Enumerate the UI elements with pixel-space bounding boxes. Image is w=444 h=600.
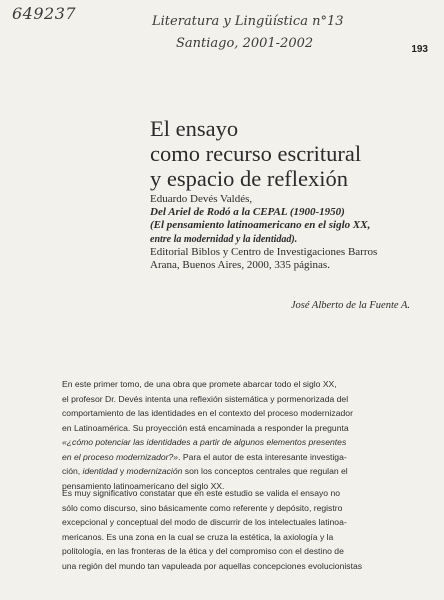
text-line — [62, 450, 414, 465]
title-line-3: y espacio de reflexión — [150, 166, 349, 191]
book-title: Del Ariel de Rodó a la CEPAL (1900-1950) — [150, 206, 345, 219]
text-span: . Para el autor de esta interesante investiga- — [178, 451, 347, 462]
title-line-1: El ensayo — [150, 116, 239, 141]
title-line-2: como recurso escritural — [150, 141, 362, 166]
italic-question-end: en el proceso modernizador?» — [62, 451, 179, 462]
text-span: son los conceptos centrales que regulan el — [182, 466, 348, 476]
book-reference — [150, 193, 430, 272]
text-line — [62, 464, 414, 479]
book-publisher-line-1: Editorial Biblos y Centro de Investigaciones Barros — [150, 245, 378, 258]
text-span: y — [117, 466, 127, 476]
handwritten-journal-note: Literatura y Lingüística n°13 — [152, 14, 344, 29]
book-author: Eduardo Devés Valdés, — [150, 193, 253, 205]
text-line: Es muy significativo constatar que en este estudio se valida el ensayo no — [62, 488, 341, 498]
emphasis-modernizacion: modernización — [126, 466, 183, 476]
book-publisher-line-2: Arana, Buenos Aires, 2000, 335 páginas. — [150, 259, 330, 272]
emphasis-identidad: identidad — [82, 466, 118, 476]
body-paragraph-1 — [62, 377, 414, 493]
handwritten-catalog-number: 649237 — [12, 4, 77, 23]
handwritten-place-date-note: Santiago, 2001-2002 — [176, 36, 314, 51]
book-subtitle-line-2: entre la modernidad y la identidad). — [150, 233, 298, 245]
text-line: comportamiento de las identidades en el contexto del proceso modernizador — [62, 408, 353, 418]
text-line: En este primer tomo, de una obra que promete abarcar todo el siglo XX, — [62, 379, 337, 389]
text-line: el profesor Dr. Devés intenta una reflexión sistemática y pormenorizada del — [62, 393, 349, 404]
text-line: excepcional y conceptual del modo de discurrir de los intelectuales latinoa- — [62, 517, 347, 527]
text-span: ción, — [62, 466, 83, 476]
body-paragraph-2 — [62, 486, 414, 573]
text-line: politología, en las fronteras de la ética y del compromiso con el destino de — [62, 546, 344, 556]
book-subtitle-line-1: (El pensamiento latinoamericano en el siglo XX, — [150, 219, 371, 232]
text-line: sólo como discurso, sino básicamente como referente y depósito, registro — [62, 502, 343, 513]
text-line: en Latinoamérica. Su proyección está encaminada a responder la pregunta — [62, 422, 349, 433]
text-line: pensamiento latinoamericano del siglo XX. — [62, 480, 225, 491]
text-line: mericanos. Es una zona en la cual se cruza la estética, la axiología y la — [62, 531, 334, 542]
article-title — [150, 116, 430, 191]
text-line: «¿cómo potenciar las identidades a partir de algunos elementos presentes — [62, 437, 347, 447]
page-number: 193 — [411, 44, 428, 55]
text-line: una región del mundo tan vapuleada por aquellas concepciones evolucionistas — [62, 560, 363, 571]
reviewer-name: José Alberto de la Fuente A. — [290, 300, 410, 311]
